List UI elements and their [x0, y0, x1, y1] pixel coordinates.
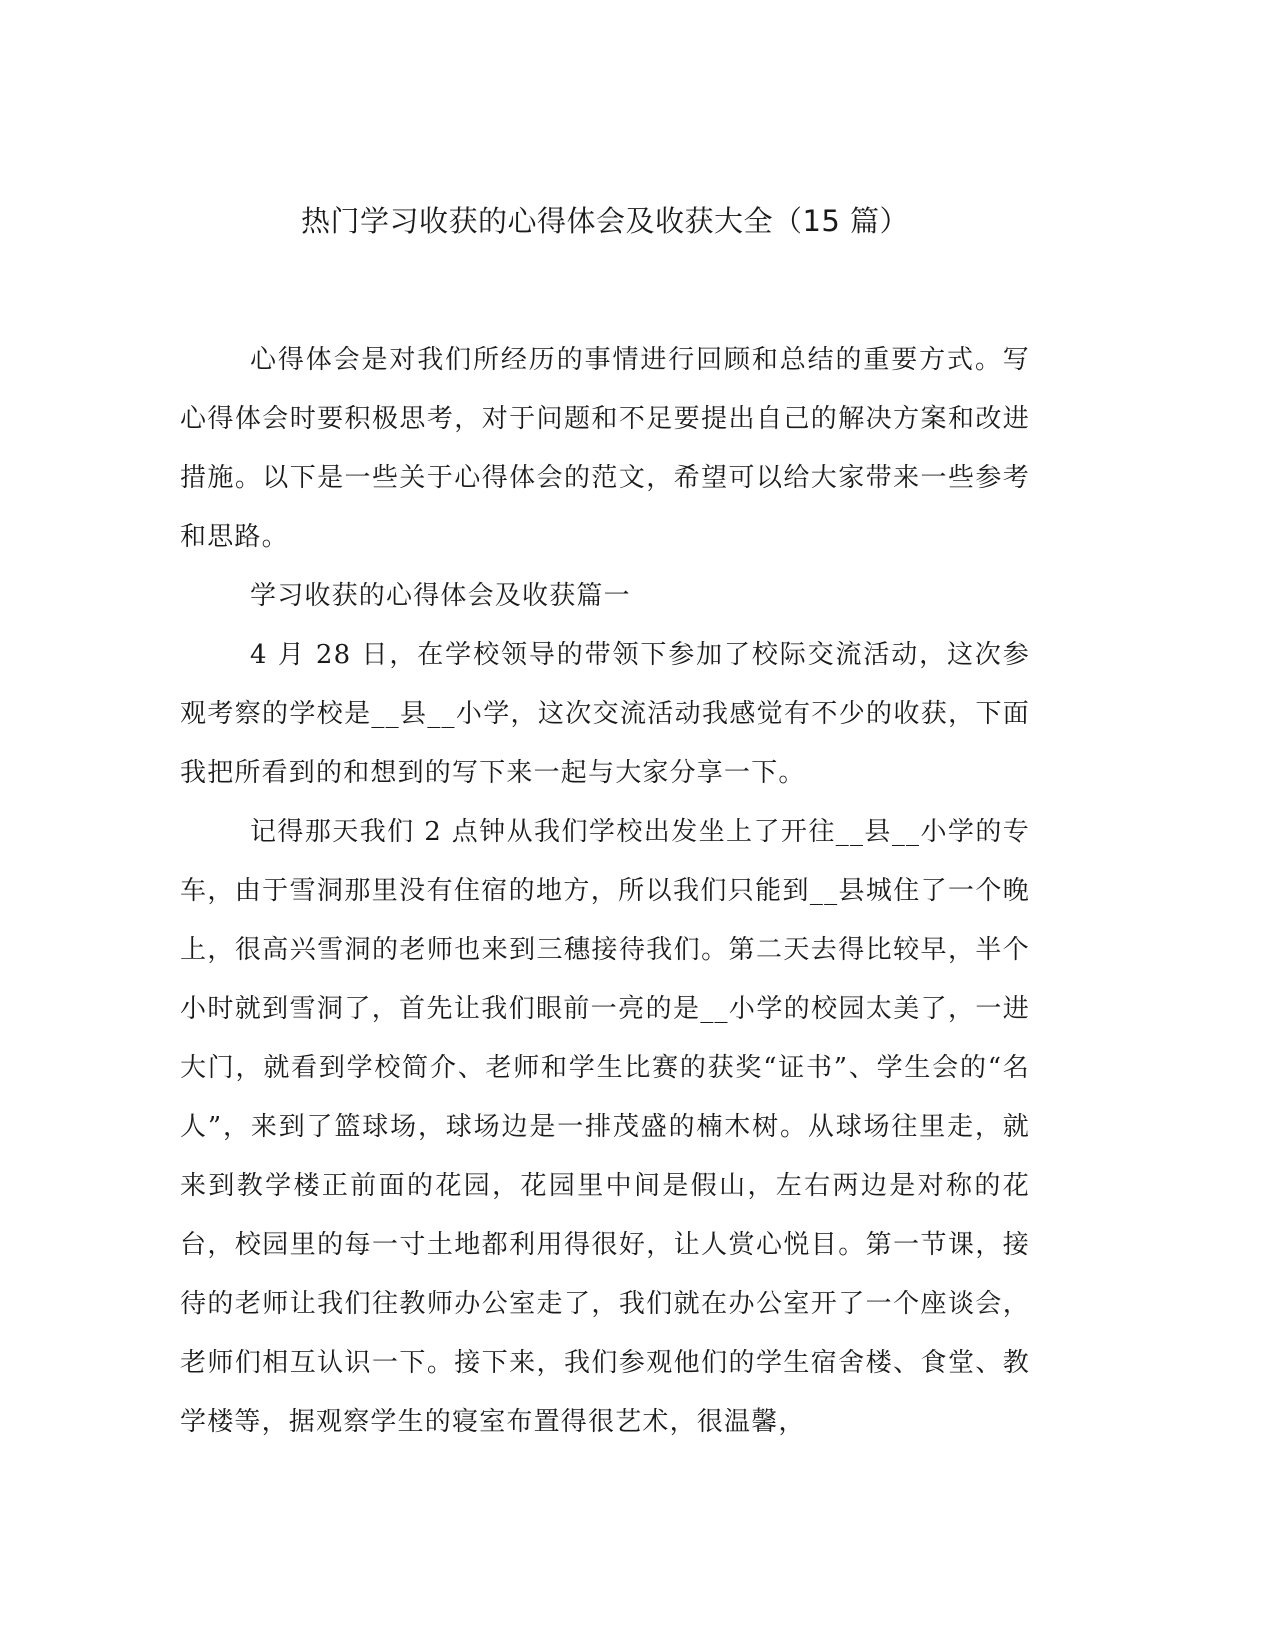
document-title: 热门学习收获的心得体会及收获大全（15 篇）: [300, 204, 910, 238]
section-heading: 学习收获的心得体会及收获篇一: [250, 581, 631, 611]
document-body: [180, 331, 1030, 1452]
body-paragraph: 4 月 28 日，在学校领导的带领下参加了校际交流活动，这次参观考察的学校是__县__小学，这次交流活动我感觉有不少的收获，下面我把所看到的和想到的写下来一起与大家分享一下。: [180, 640, 1030, 788]
intro-paragraph: 心得体会是对我们所经历的事情进行回顾和总结的重要方式。写心得体会时要积极思考，对于问题和不足要提出自己的解决方案和改进措施。以下是一些关于心得体会的范文，希望可以给大家带来一些参考和思路。: [180, 345, 1030, 552]
body-paragraph: 记得那天我们 2 点钟从我们学校出发坐上了开往__县__小学的专车，由于雪洞那里没有住宿的地方，所以我们只能到__县城住了一个晚上，很高兴雪洞的老师也来到三穗接待我们。第二天去得比较早，半个小时就到雪洞了，首先让我们眼前一亮的是__小学的校园太美了，一进大门，就看到学校简介、老师和学生比赛的获奖“证书”、学生会的“名人”，来到了篮球场，球场边是一排茂盛的楠木树。从球场往里走，就来到教学楼正前面的花园，花园里中间是假山，左右两边是对称的花台，校园里的每一寸土地都利用得很好，让人赏心悦目。第一节课，接待的老师让我们往教师办公室走了，我们就在办公室开了一个座谈会，老师们相互认识一下。接下来，我们参观他们的学生宿舍楼、食堂、教学楼等，据观察学生的寝室布置得很艺术，很温馨，: [180, 817, 1030, 1437]
